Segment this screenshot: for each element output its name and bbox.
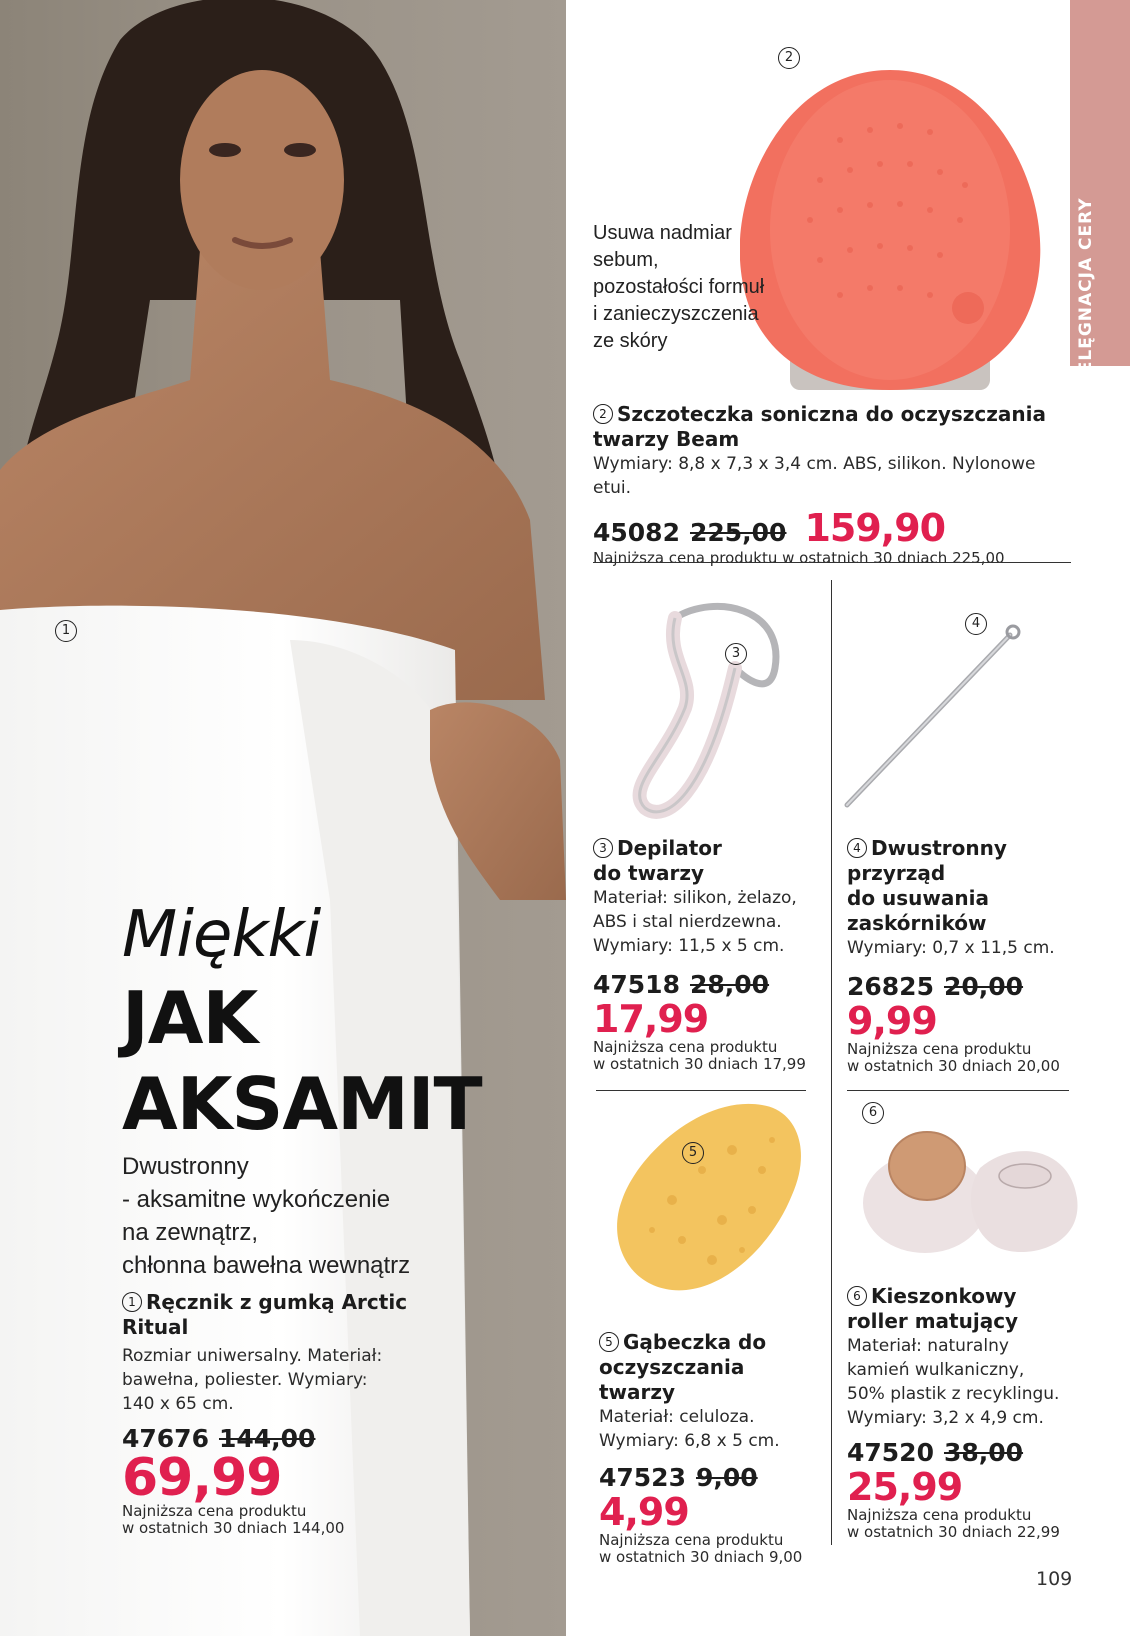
- lowest-price-note: [847, 1507, 1072, 1541]
- desc-line: 140 x 65 cm.: [122, 1394, 234, 1414]
- product-marker-2: 2: [778, 47, 800, 69]
- lowest-line: Najniższa cena produktu: [122, 1502, 307, 1520]
- product-name-text: Szczoteczka soniczna do oczyszczania: [617, 402, 1047, 426]
- section-tab: [1070, 0, 1130, 394]
- product-marker-3: 3: [725, 643, 747, 665]
- claim-line: Usuwa nadmiar: [593, 222, 732, 244]
- old-price: 144,00: [218, 1424, 316, 1453]
- lowest-price-note: [122, 1503, 422, 1537]
- product-name: [847, 1284, 1072, 1334]
- product-marker-6: 6: [862, 1102, 884, 1124]
- desc-line: Wymiary: 11,5 x 5 cm.: [593, 936, 785, 956]
- lowest-price-note: [847, 1041, 1067, 1075]
- product-depilator: [593, 836, 818, 1073]
- lowest-line: w ostatnich 30 dniach 144,00: [122, 1519, 345, 1537]
- product-code: 47518: [593, 970, 680, 999]
- product-code: 26825: [847, 972, 934, 1001]
- desc-line: bawełna, poliester. Wymiary:: [122, 1370, 368, 1390]
- divider: [596, 1090, 806, 1091]
- claim-line: ze skóry: [593, 330, 668, 352]
- product-sponge: [599, 1330, 824, 1566]
- claim-line: i zanieczyszczenia: [593, 303, 759, 325]
- product-desc: [847, 1334, 1072, 1430]
- desc-line: Wymiary: 6,8 x 5 cm.: [599, 1431, 780, 1451]
- claim-line: pozostałości formuł: [593, 276, 765, 298]
- product-name-text: Gąbeczka do: [623, 1330, 767, 1354]
- product-number: 3: [593, 838, 613, 858]
- headline-line3: AKSAMIT: [122, 1062, 482, 1146]
- headline-line1: Miękki: [122, 898, 321, 972]
- product-name: [122, 1290, 422, 1340]
- product-desc: Wymiary: 8,8 x 7,3 x 3,4 cm. ABS, silikon. Nylonowe etui.: [593, 454, 1036, 498]
- divider: [831, 580, 832, 1545]
- depilator-image: [625, 598, 805, 820]
- product-number: 5: [599, 1332, 619, 1352]
- claim-line: chłonna bawełna wewnątrz: [122, 1252, 411, 1279]
- product-desc: [599, 1405, 824, 1453]
- beam-claim: [593, 220, 764, 355]
- product-code: 47520: [847, 1438, 934, 1467]
- desc-line: Materiał: silikon, żelazo,: [593, 888, 797, 908]
- product-name: [593, 402, 1073, 452]
- page-number: 109: [1036, 1568, 1073, 1590]
- divider: [847, 1090, 1069, 1091]
- lowest-line: w ostatnich 30 dniach 17,99: [593, 1055, 806, 1073]
- product-name-text: do twarzy: [593, 861, 705, 885]
- price-row: [847, 972, 1067, 1001]
- desc-line: Materiał: naturalny: [847, 1336, 1009, 1356]
- product-desc: Wymiary: 0,7 x 11,5 cm.: [847, 938, 1055, 958]
- lowest-line: Najniższa cena produktu: [593, 1038, 778, 1056]
- product-name-text: zaskórników: [847, 911, 987, 935]
- desc-line: 50% plastik z recyklingu.: [847, 1384, 1060, 1404]
- product-name-text: oczyszczania twarzy: [599, 1355, 745, 1404]
- price-row: [599, 1463, 824, 1492]
- product-code: 45082: [593, 518, 680, 547]
- product-extractor: [847, 836, 1067, 1075]
- product-number: 1: [122, 1292, 142, 1312]
- product-marker-5: 5: [682, 1142, 704, 1164]
- lowest-line: w ostatnich 30 dniach 9,00: [599, 1548, 803, 1566]
- desc-line: kamień wulkaniczny,: [847, 1360, 1025, 1380]
- product-name: [847, 836, 1067, 936]
- old-price: 20,00: [943, 972, 1024, 1001]
- old-price: 9,00: [695, 1463, 758, 1492]
- product-desc: [593, 886, 818, 958]
- product-name-text: do usuwania: [847, 886, 989, 910]
- price-row: [593, 506, 1073, 550]
- sonic-brush-image: [740, 60, 1060, 395]
- claim-line: na zewnątrz,: [122, 1219, 259, 1246]
- product-number: 4: [847, 838, 867, 858]
- product-code: 47523: [599, 1463, 686, 1492]
- product-marker-4: 4: [965, 613, 987, 635]
- product-name-text: Ręcznik z gumką Arctic Ritual: [122, 1290, 408, 1339]
- product-number: 6: [847, 1286, 867, 1306]
- price-row: [847, 1438, 1072, 1467]
- price-row: [593, 970, 818, 999]
- headline-line2: JAK: [122, 976, 258, 1060]
- lowest-price-note: [599, 1532, 824, 1566]
- old-price: 225,00: [689, 518, 787, 547]
- product-name: [599, 1330, 824, 1405]
- product-number: 2: [593, 404, 613, 424]
- product-name-text: twarzy Beam: [593, 427, 740, 451]
- claim-line: Dwustronny: [122, 1153, 249, 1180]
- roller-image: [855, 1118, 1085, 1258]
- product-code: 47676: [122, 1424, 209, 1453]
- lowest-line: Najniższa cena produktu: [599, 1531, 784, 1549]
- sponge-image: [612, 1100, 812, 1300]
- product-desc: [122, 1344, 422, 1416]
- old-price: 38,00: [943, 1438, 1024, 1467]
- product-towel: [122, 1290, 422, 1537]
- current-price: 4,99: [599, 1490, 689, 1534]
- current-price: 69,99: [122, 1448, 282, 1508]
- product-roller: [847, 1284, 1072, 1541]
- lowest-line: w ostatnich 30 dniach 22,99: [847, 1523, 1060, 1541]
- extractor-tool-image: [835, 615, 1035, 815]
- desc-line: Materiał: celuloza.: [599, 1407, 755, 1427]
- current-price: 159,90: [804, 506, 946, 550]
- current-price: 17,99: [593, 997, 709, 1041]
- lowest-price-note: Najniższa cena produktu w ostatnich 30 dniach 225,00: [593, 549, 1005, 567]
- lowest-line: Najniższa cena produktu: [847, 1506, 1032, 1524]
- product-name-text: Kieszonkowy: [871, 1284, 1017, 1308]
- claim-line: - aksamitne wykończenie: [122, 1186, 391, 1213]
- product-name-text: Depilator: [617, 836, 722, 860]
- towel-claim: [122, 1150, 452, 1282]
- product-name-text: Dwustronny: [871, 836, 1007, 860]
- old-price: 28,00: [689, 970, 770, 999]
- claim-line: sebum,: [593, 249, 659, 271]
- desc-line: ABS i stal nierdzewna.: [593, 912, 782, 932]
- product-name: [593, 836, 818, 886]
- product-marker-1: 1: [55, 620, 77, 642]
- current-price: 9,99: [847, 999, 937, 1043]
- desc-line: Rozmiar uniwersalny. Materiał:: [122, 1346, 383, 1366]
- lowest-line: w ostatnich 30 dniach 20,00: [847, 1057, 1060, 1075]
- section-tab-label: PIELĘGNACJA CERY: [1076, 197, 1096, 394]
- lowest-price-note: [593, 1039, 818, 1073]
- desc-line: Wymiary: 3,2 x 4,9 cm.: [847, 1408, 1044, 1428]
- product-name-text: przyrząd: [847, 861, 946, 885]
- current-price: 25,99: [847, 1465, 963, 1509]
- divider: [593, 562, 1071, 563]
- product-beam: [593, 402, 1073, 567]
- product-name-text: roller matujący: [847, 1309, 1019, 1333]
- lowest-line: Najniższa cena produktu: [847, 1040, 1032, 1058]
